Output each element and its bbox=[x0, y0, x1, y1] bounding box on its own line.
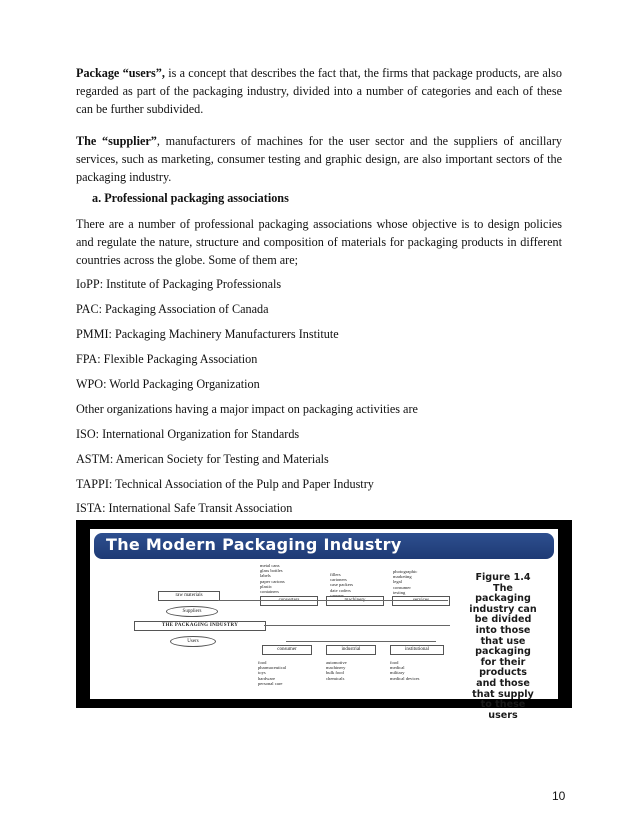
suppliers-oval: Suppliers bbox=[166, 606, 218, 617]
figure-caption: Figure 1.4 The packaging industry can be divided into those that use packaging for their products and those that supply to these users bbox=[469, 572, 537, 721]
figure-banner bbox=[94, 533, 554, 559]
raw-materials-box: raw materials bbox=[158, 591, 220, 601]
supply-connector bbox=[218, 600, 448, 601]
intro-paragraph-block bbox=[76, 215, 562, 269]
services-list: photographic marketing legal consumer testing bbox=[393, 569, 418, 595]
industry-connector bbox=[264, 625, 450, 626]
association-item: IoPP: Institute of Packaging Professionals bbox=[76, 277, 282, 291]
association-item: PAC: Packaging Association of Canada bbox=[76, 302, 269, 316]
converters-box bbox=[260, 596, 318, 606]
institutional-list: food medical military medical devices bbox=[390, 660, 420, 681]
industrial-list: automotive machinery bulk food chemicals bbox=[326, 660, 347, 681]
users-paragraph bbox=[76, 64, 562, 118]
section-heading: a. Professional packaging associations bbox=[92, 191, 289, 205]
industrial-box: industrial bbox=[326, 645, 376, 655]
other-org-item: TAPPI: Technical Association of the Pulp and Paper Industry bbox=[76, 477, 374, 491]
machinery-list: fillers cartoners case packers date coders bbox=[330, 572, 354, 593]
other-org-item: ISO: International Organization for Standards bbox=[76, 427, 300, 441]
consumer-box: consumer bbox=[262, 645, 312, 655]
services-box bbox=[392, 596, 450, 606]
other-org-item: ISTA: International Safe Transit Association bbox=[76, 501, 293, 515]
users-connector bbox=[286, 641, 436, 642]
users-rest: is a concept that describes the fact that, the firms that package products, are also regarded as part of the packaging industry, divided into a number of categories and each of these can be further subdivided. bbox=[76, 66, 562, 116]
supplier-paragraph bbox=[76, 132, 562, 186]
page-number: 10 bbox=[552, 789, 566, 803]
intro-paragraph: There are a number of professional packaging associations whose objective is to design policies and regulate the nature, structure and composition of materials for packaging products in different countries across the globe. Some of them are; bbox=[76, 217, 562, 267]
users-paragraph-block bbox=[76, 64, 562, 118]
consumer-list: food pharmaceutical toys hardware personal care bbox=[258, 660, 287, 686]
association-item: WPO: World Packaging Organization bbox=[76, 377, 260, 391]
association-item: PMMI: Packaging Machinery Manufacturers Institute bbox=[76, 327, 339, 341]
supplier-paragraph-block bbox=[76, 132, 562, 186]
converters-list: metal cans glass bottles labels paper cartons plastic containers bbox=[260, 563, 285, 595]
packaging-industry-bar: THE PACKAGING INDUSTRY bbox=[134, 621, 266, 631]
other-orgs-intro: Other organizations having a major impact on packaging activities are bbox=[76, 402, 418, 416]
figure-image bbox=[90, 529, 558, 721]
other-org-item: ASTM: American Society for Testing and Materials bbox=[76, 452, 329, 466]
users-oval: Users bbox=[170, 636, 216, 647]
supplier-lead: The “supplier” bbox=[76, 134, 157, 148]
figure-frame bbox=[76, 520, 572, 721]
machinery-box bbox=[326, 596, 384, 606]
association-item: FPA: Flexible Packaging Association bbox=[76, 352, 258, 366]
supplier-rest: , manufacturers of machines for the user sector and the suppliers of ancillary services, such as marketing, consumer testing and graphic design, are also important sectors of the packaging industry. bbox=[76, 134, 562, 184]
users-lead: Package “users”, bbox=[76, 66, 165, 80]
figure-title: The Modern Packaging Industry bbox=[106, 535, 402, 554]
institutional-box: institutional bbox=[390, 645, 444, 655]
